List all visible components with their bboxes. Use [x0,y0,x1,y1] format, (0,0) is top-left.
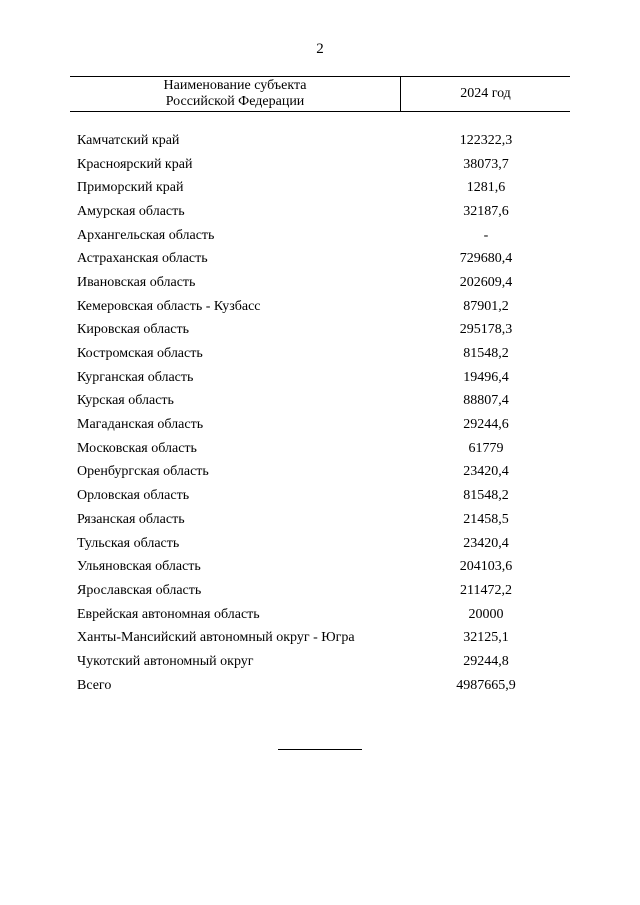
row-name: Архангельская область [77,227,215,243]
row-name: Ханты-Мансийский автономный округ - Югра [77,630,355,646]
table-row [77,508,570,532]
table-row [77,295,570,319]
row-name: Орловская область [77,488,190,504]
row-name: Чукотский автономный округ [77,653,254,669]
row-value: 81548,2 [463,488,509,504]
table-row [77,437,570,461]
table-row [77,366,570,390]
header-subject-name [70,77,401,111]
row-value: 1281,6 [466,180,506,196]
row-value: 204103,6 [459,559,513,575]
row-name: Магаданская область [77,417,204,433]
row-name: Ульяновская область [77,559,201,575]
table-row [77,176,570,200]
row-name: Амурская область [77,203,185,219]
table-row [77,484,570,508]
row-value: 4987665,9 [456,677,516,693]
row-name: Приморский край [77,180,184,196]
row-name: Рязанская область [77,511,185,527]
row-name: Всего [77,677,112,693]
table-row [77,153,570,177]
table-header [70,76,570,112]
table-row [77,224,570,248]
row-value: 19496,4 [463,369,509,385]
row-value: 23420,4 [463,535,509,551]
row-value: 81548,2 [463,346,509,362]
row-name: Тульская область [77,535,180,551]
row-name: Ивановская область [77,274,196,290]
header-subject-line2: Российской Федерации [165,94,305,109]
row-value: 20000 [468,606,504,622]
table-row [77,342,570,366]
row-name: Ярославская область [77,582,202,598]
row-value: 295178,3 [459,322,513,338]
row-value: 29244,6 [463,417,509,433]
row-name: Костромская область [77,346,203,362]
row-name: Кемеровская область - Кузбасс [77,298,261,314]
table-row [77,413,570,437]
row-value: 122322,3 [459,132,513,148]
row-name: Московская область [77,440,197,456]
footer-divider [278,749,362,750]
row-name: Красноярский край [77,156,193,172]
table-row [77,626,570,650]
row-value: 23420,4 [463,464,509,480]
table-row [77,579,570,603]
row-name: Камчатский край [77,132,180,148]
table-row [77,603,570,627]
header-year: 2024 год [460,86,511,101]
row-value: 32187,6 [463,203,509,219]
table-body [77,129,570,698]
table-row [77,319,570,343]
row-value: 61779 [468,440,504,456]
table-row [77,129,570,153]
row-value: 202609,4 [459,274,513,290]
table-row [77,271,570,295]
table-row-total [77,674,570,698]
page-number: 2 [316,41,324,57]
row-value: 87901,2 [463,298,509,314]
row-name: Курская область [77,393,174,409]
table-row [77,247,570,271]
table-row [77,555,570,579]
table-row [77,461,570,485]
row-value: 29244,8 [463,653,509,669]
table-row [77,650,570,674]
row-value: 88807,4 [463,393,509,409]
row-value: 211472,2 [460,582,512,598]
table-row [77,532,570,556]
table-row [77,200,570,224]
row-name: Астраханская область [77,251,208,267]
row-name: Еврейская автономная область [77,606,260,622]
row-name: Курганская область [77,369,194,385]
row-name: Оренбургская область [77,464,209,480]
header-subject-line1: Наименование субъекта [163,78,307,93]
row-value: 32125,1 [463,630,509,646]
table-row [77,390,570,414]
row-value: 729680,4 [459,251,513,267]
row-value: 21458,5 [463,511,509,527]
row-value: - [483,227,489,243]
row-value: 38073,7 [463,156,509,172]
row-name: Кировская область [77,322,190,338]
